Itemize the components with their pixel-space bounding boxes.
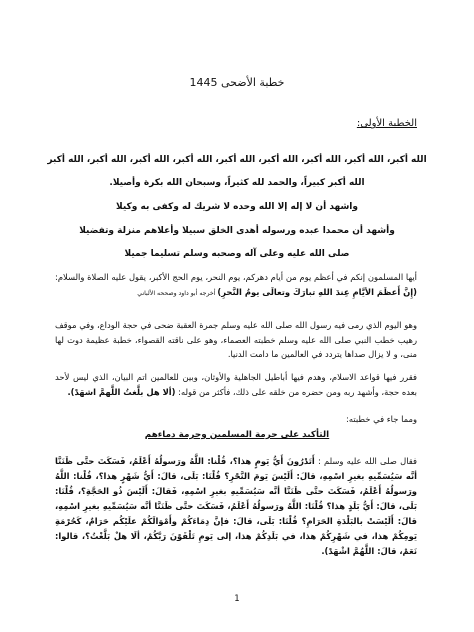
paragraph-1: [55, 270, 417, 301]
paragraph-5: [55, 454, 417, 559]
takbir-line-1: الله أكبر، الله أكبر، الله أكبر، الله أكبر، الله أكبر، الله أكبر، الله أكبر، الله أكبر، الله أكبر: [47, 155, 427, 165]
hadith-quote: (إِنَّ أَعظَمَ الأيَّامِ عِندَ اللهِ تبارَكَ وتعالَى يومُ النَّحرِ): [217, 286, 417, 297]
takbir-line-2: الله أكبر كبيراً، والحمد لله كثيراً، وسبحان الله بكرة وأصيلا.: [109, 178, 365, 188]
page-number: 1: [234, 594, 240, 604]
paragraph-2: وهو اليوم الذي رمى فيه رسول الله صلى الله عليه وسلم جمرة العقبة ضحى في حجة الوداع، وفي موقف رهيب خطب النبي صلى الله عليه وسلم خطبته العصماء، وهو على ناقته القصواء، خطبة عظيمة دوت لها منى، و لا يزال صداها يتردد في العالمين ما دامت الدنيا.: [55, 320, 417, 359]
paragraph-3-quote: (ألا هل بلَّغتُ اللَّهمَّ اشهَدْ).: [67, 386, 176, 397]
takbir-line-4: وأشهد أن محمدا عبده ورسوله أهدى الخلق سبيلا وأعلاهم منزلة وتفضيلا: [79, 226, 395, 236]
takbir-line-3: واشهد أن لا إله إلا الله وحده لا شريك له وكفى به وكيلا: [116, 202, 358, 212]
paragraph-5-hadith: أَتَدْرُونَ أَيُّ يَومٍ هذا؟، قُلْنا: اللَّهُ ورَسولُهُ أَعْلَمُ، فَسَكَتَ حتَّى ظَنَنَّا أنَّه سَيُسَمِّيهِ بغيرِ اسْمِهِ، قالَ: أَلَيْسَ يَومَ النَّحْرِ؟ قُلْنَا: بَلَى، قالَ: أَيُّ شَهْرٍ هذا؟، قُلْنا: اللَّهُ ورَسولُهُ أَعْلَمُ، فَسَكَتَ حتَّى ظَنَنَّا أنَّه سَيُسَمِّيهِ بغيرِ اسْمِهِ، فَقالَ: أَلَيْسَ ذُو الحَجَّةِ؟، قُلْنَا: بَلَى، قالَ: أَيُّ بَلَدٍ هذا؟ قُلْنَا: اللَّهُ ورَسولُهُ أَعْلَمُ، فَسَكَتَ حتَّى ظَنَنَّا أنَّه سَيُسَمِّيهِ بغيرِ اسْمِهِ، قالَ: أَلَيْسَتْ بالبَلْدَةِ الحَرَامِ؟ قُلْنَا: بَلَى، قالَ: فإنَّ دِمَاءَكُمْ وأَمْوَالَكُمْ علَيْكُم حَرَامٌ، كَحُرْمَةِ يَومِكُمْ هذا، في شَهْرِكُمْ هذا، في بَلَدِكُمْ هذا، إلى يَومِ تَلْقَوْنَ رَبَّكُمْ، ألَا هلْ بَلَّغْتُ؟، قالوا: نَعَمْ، قالَ: اللَّهُمَّ اشْهَدْ).: [55, 456, 417, 556]
paragraph-5-intro: فقال صلى الله عليه وسلم :: [314, 456, 418, 466]
paragraph-3-text: فقرر فيها قواعد الاسلام، وهدم فيها أباطيل الجاهلية والأوثان، وبين للعالمين اتم البيان، الذي ليس لأحد بعده حجة، وأشهد ربه ومن حضره من خلقه على ذلك، فأكثر من قوله:: [55, 372, 417, 397]
document-title: خطبة الأضحى 1445: [189, 76, 285, 89]
paragraph-3: [55, 370, 417, 399]
section-heading-first-sermon: الخطبة الأولى:: [356, 118, 417, 129]
hadith-reference: أخرجه أبو داود وصححه الألباني: [137, 289, 218, 297]
section-subheading: التأكيد على حرمة المسلمين وحرمة دماءهم: [144, 430, 330, 440]
paragraph-1-text: أيها المسلمون إنكم في أعظم يوم من أيام دهركم، يوم النحر، يوم الحج الأكبر، يقول عليه الصلاة والسلام:: [55, 272, 417, 282]
paragraph-4: ومما جاء في خطبته:: [346, 414, 417, 424]
takbir-line-5: صلى الله عليه وعلى آله وصحبه وسلم تسليما جميلا: [124, 249, 350, 259]
